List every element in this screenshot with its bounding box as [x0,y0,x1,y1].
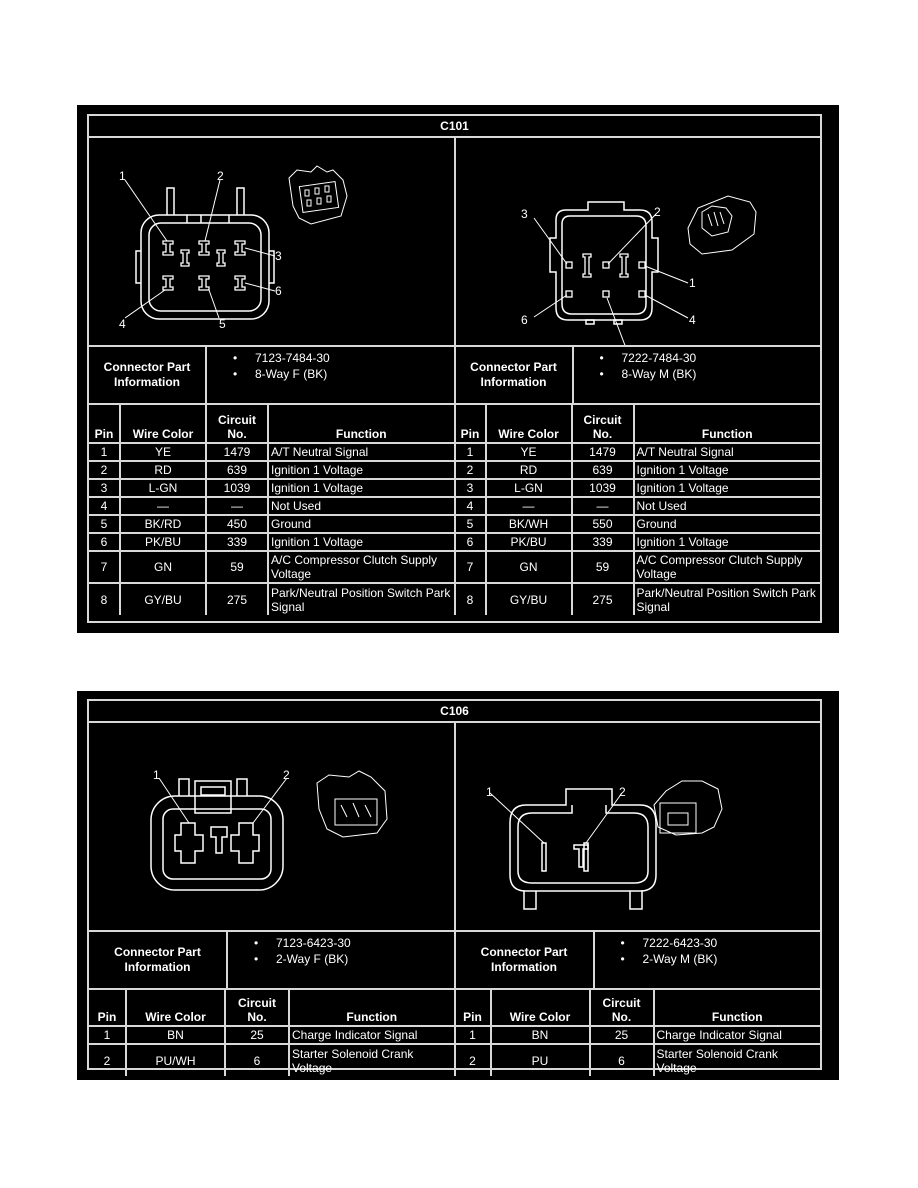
pin-label: 3 [275,249,282,263]
c101-female-side [89,138,456,615]
connector-part-info-list [595,932,821,988]
part-number: • 7222-7484-30 [600,350,821,366]
pin-label: 4 [119,317,126,331]
connector-part-info [89,347,454,405]
pin-label: 2 [283,768,290,782]
table-row: 6 PK/BU 339 Ignition 1 Voltage [456,533,821,551]
col-pin: Pin [89,405,120,443]
connector-c106-table [87,699,822,1075]
pin-label: 2 [217,169,224,183]
pin-label: 3 [520,207,528,221]
connector-title: C106 [89,701,820,723]
c106-male-diagram [456,723,821,932]
connector-part-info-list [207,347,454,403]
table-row: 2 PU 6 Starter Solenoid Crank Voltage [456,1044,821,1076]
pin-label: 1 [485,785,493,799]
col-circuit: Circuit No. [572,405,634,443]
col-wire-color: Wire Color [126,990,225,1026]
table-row: 7 GN 59 A/C Compressor Clutch Supply Voltage [89,551,454,583]
table-row: 4 — — Not Used [89,497,454,515]
part-number: • 7222-6423-30 [621,935,821,951]
part-description: • 2-Way M (BK) [621,951,821,967]
connector-c106-frame [77,691,839,1080]
connector-part-info-label: Connector Part Information [89,347,207,403]
part-description: • 8-Way F (BK) [233,366,454,382]
col-pin: Pin [456,990,491,1026]
col-function: Function [654,990,821,1026]
pin-label: 4 [688,313,696,327]
connector-3d-view-icon [654,781,722,835]
part-description: • 2-Way F (BK) [254,951,454,967]
pin-label: 2 [653,205,661,219]
table-row: 8 GY/BU 275 Park/Neutral Position Switch Park Signal [89,583,454,615]
col-wire-color: Wire Color [120,405,206,443]
connector-part-info [89,932,454,990]
pin-label: 1 [153,768,160,782]
connector-part-info-list [228,932,454,988]
connector-title: C101 [89,116,820,138]
pin-label: 1 [119,169,126,183]
table-row: 1 YE 1479 A/T Neutral Signal [89,443,454,461]
table-row: 2 RD 639 Ignition 1 Voltage [89,461,454,479]
connector-2way-male-face-icon [456,723,822,930]
c106-female-side [89,723,456,1076]
pin-label: 2 [618,785,626,799]
connector-part-info-label: Connector Part Information [456,347,574,403]
c101-female-diagram [89,138,454,347]
connector-c101-frame [77,105,839,633]
connector-c101-table [87,114,822,623]
col-circuit: Circuit No. [206,405,268,443]
table-row: 3 L-GN 1039 Ignition 1 Voltage [89,479,454,497]
connector-8way-female-face-icon [89,138,455,345]
connector-8way-male-face-icon [456,138,822,345]
table-row: 3 L-GN 1039 Ignition 1 Voltage [456,479,821,497]
c106-female-diagram [89,723,454,932]
pinout-table [456,990,821,1076]
c106-male-side [456,723,821,1076]
table-row: 5 BK/WH 550 Ground [456,515,821,533]
pin-label: 6 [520,313,528,327]
part-number: • 7123-6423-30 [254,935,454,951]
table-row: 5 BK/RD 450 Ground [89,515,454,533]
table-row: 1 YE 1479 A/T Neutral Signal [456,443,821,461]
pin-label: 5 [219,317,226,331]
connector-3d-view-icon [289,166,347,224]
part-number: • 7123-7484-30 [233,350,454,366]
connector-3d-view-icon [317,771,387,837]
col-circuit: Circuit No. [225,990,289,1026]
table-row: 1 BN 25 Charge Indicator Signal [89,1026,454,1044]
col-pin: Pin [89,990,126,1026]
table-row: 8 GY/BU 275 Park/Neutral Position Switch Park Signal [456,583,821,615]
c101-male-side [456,138,821,615]
connector-part-info-list [574,347,821,403]
pinout-table [89,405,454,615]
pin-label: 1 [688,276,696,290]
col-wire-color: Wire Color [486,405,572,443]
col-function: Function [268,405,454,443]
pin-label: 6 [275,284,282,298]
connector-part-info [456,932,821,990]
pinout-table [456,405,821,615]
table-row: 2 PU/WH 6 Starter Solenoid Crank Voltage [89,1044,454,1076]
col-wire-color: Wire Color [491,990,590,1026]
pinout-table [89,990,454,1076]
connector-3d-view-icon [688,196,756,254]
table-row: 1 BN 25 Charge Indicator Signal [456,1026,821,1044]
table-row: 4 — — Not Used [456,497,821,515]
part-description: • 8-Way M (BK) [600,366,821,382]
connector-part-info [456,347,821,405]
c101-male-diagram [456,138,821,347]
table-row: 6 PK/BU 339 Ignition 1 Voltage [89,533,454,551]
col-circuit: Circuit No. [590,990,654,1026]
table-row: 7 GN 59 A/C Compressor Clutch Supply Voltage [456,551,821,583]
col-function: Function [289,990,454,1026]
connector-2way-female-face-icon [89,723,455,930]
connector-part-info-label: Connector Part Information [89,932,228,988]
col-function: Function [634,405,821,443]
col-pin: Pin [456,405,486,443]
table-row: 2 RD 639 Ignition 1 Voltage [456,461,821,479]
connector-part-info-label: Connector Part Information [456,932,595,988]
